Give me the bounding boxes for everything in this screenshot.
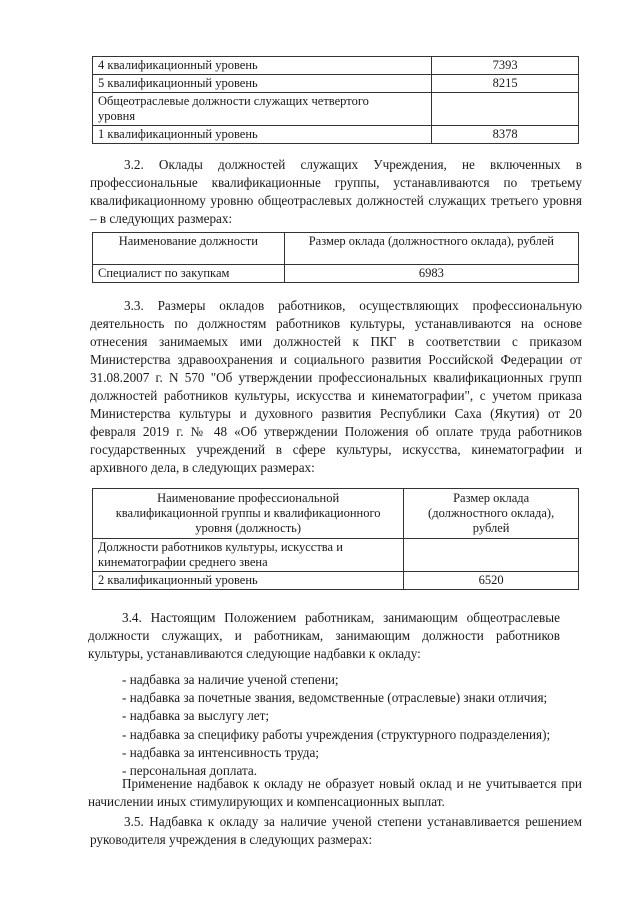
list-item: - надбавка за специфику работы учреждения (структурного подразделения); (122, 726, 551, 742)
table-header-row (93, 489, 579, 539)
level-name: 4 квалификационный уровень (93, 57, 432, 75)
salary-value: 6520 (404, 572, 579, 590)
list-item: - надбавка за наличие ученой степени; (122, 672, 339, 687)
position-name: Специалист по закупкам (93, 265, 285, 283)
paragraph-3-3 (90, 297, 582, 477)
paragraph-3-5 (90, 813, 582, 849)
paragraph-text: 3.4. Настоящим Положением работникам, занимающим общеотраслевые должности служащих, и работникам, занимающим должности работников культуры, устанавливаются следующие надбавки к окладу: (88, 610, 560, 661)
level-name: 5 квалификационный уровень (93, 75, 432, 93)
table-row (93, 265, 579, 283)
table-header-row (93, 233, 579, 265)
salary-value: 8215 (432, 75, 579, 93)
table-row (93, 126, 579, 144)
list-item: - надбавка за почетные звания, ведомственные (отраслевые) знаки отличия; (122, 690, 548, 706)
table-row (93, 93, 579, 126)
table-row (93, 539, 579, 572)
group-name: Должности работников культуры, искусства и кинематографии среднего звена (93, 539, 404, 572)
paragraph-3-4 (88, 609, 560, 663)
salary-value: 6983 (284, 265, 578, 283)
salary-table-culture (92, 488, 579, 590)
table-row (93, 75, 579, 93)
table-row (93, 572, 579, 590)
group-name: Общеотраслевые должности служащих четвертого уровня (93, 93, 432, 126)
column-header-position: Наименование должности (93, 233, 285, 265)
paragraph-text: 3.2. Оклады должностей служащих Учреждения, не включенных в профессиональные квалификационные группы, устанавливаются по третьему квалификационному уровню общеотраслевых должностей служащих третьего уровня – в следующих размерах: (90, 157, 582, 226)
paragraph-3-2 (90, 156, 582, 228)
level-name: 1 квалификационный уровень (93, 126, 432, 144)
paragraph-text: 3.5. Надбавка к окладу за наличие ученой степени устанавливается решением руководителя учреждения в следующих размерах: (90, 814, 582, 847)
salary-table-levels (92, 56, 579, 144)
list-item: - надбавка за интенсивность труда; (122, 744, 319, 760)
column-header-group: Наименование профессиональной квалификационной группы и квалификационного уровня (должность) (93, 489, 404, 539)
salary-value (432, 93, 579, 126)
list-item: - надбавка за выслугу лет; (122, 708, 270, 724)
column-header-salary: Размер оклада (должностного оклада), рублей (404, 489, 579, 539)
paragraph-note (88, 775, 582, 811)
salary-value (404, 539, 579, 572)
paragraph-text: Применение надбавок к окладу не образует новый оклад и не учитывается при начислении иных стимулирующих и компенсационных выплат. (88, 776, 582, 809)
table-row (93, 57, 579, 75)
salary-value: 7393 (432, 57, 579, 75)
list-item: - персональная доплата. (122, 763, 258, 779)
allowances-list (122, 671, 550, 780)
salary-table-specialist (92, 232, 579, 283)
column-header-salary: Размер оклада (должностного оклада), рублей (284, 233, 578, 265)
paragraph-text: 3.3. Размеры окладов работников, осуществляющих профессиональную деятельность по должностям работников культуры, устанавливаются на основе отнесения занимаемых ими должностей к ПКГ в соответствии с приказом Министерства здравоохранения и социального развития Российской Федерации от 31.08.2007 г. N 570 "Об утверждении профессиональных квалификационных групп должностей работников культуры, искусства и кинематографии", с учетом приказа Министерства культуры и духовного развития Республики Саха (Якутия) от 20 февраля 2019 г. № 48 «Об утверждении Положения об оплате труда работников государственных учреждений в сфере культуры, искусства, кинематографии и архивного дела, в следующих размерах: (90, 298, 582, 475)
level-name: 2 квалификационный уровень (93, 572, 404, 590)
salary-value: 8378 (432, 126, 579, 144)
